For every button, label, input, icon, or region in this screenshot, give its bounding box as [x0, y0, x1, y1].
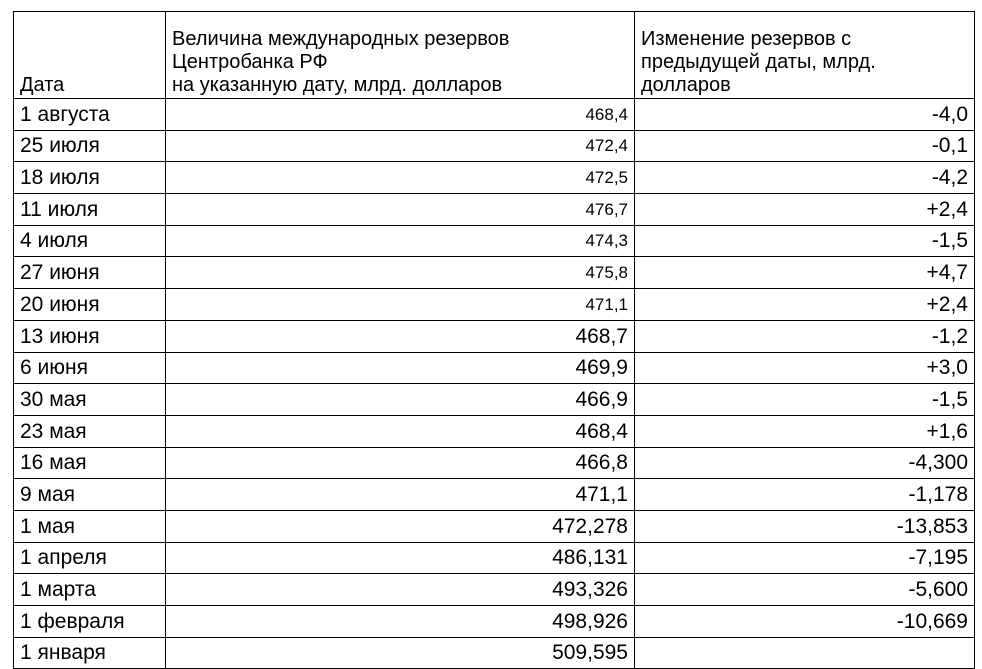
table-row: [14, 99, 975, 131]
table-row: [14, 637, 975, 669]
header-change-line: Изменение резервов с: [641, 28, 852, 50]
table-row: [14, 257, 975, 289]
date-cell: 6 июня: [14, 352, 166, 384]
reserves-cell: 472,5: [166, 162, 635, 194]
header-reserves-line: на указанную дату, млрд. долларов: [172, 74, 503, 96]
table-row: [14, 384, 975, 416]
reserves-cell: 471,1: [166, 289, 635, 321]
table-row: [14, 225, 975, 257]
table-row: [14, 289, 975, 321]
reserves-cell: 475,8: [166, 257, 635, 289]
reserves-cell: 468,7: [166, 320, 635, 352]
change-cell: -4,0: [635, 99, 975, 131]
date-cell: 16 мая: [14, 447, 166, 479]
date-cell: 18 июля: [14, 162, 166, 194]
change-cell: -4,2: [635, 162, 975, 194]
table-row: [14, 162, 975, 194]
header-date: Дата: [14, 12, 166, 99]
change-cell: -1,178: [635, 479, 975, 511]
reserves-cell: 486,131: [166, 542, 635, 574]
reserves-cell: 474,3: [166, 225, 635, 257]
change-cell: -1,2: [635, 320, 975, 352]
table-row: [14, 606, 975, 638]
table-row: [14, 479, 975, 511]
reserves-cell: 466,8: [166, 447, 635, 479]
table-row: [14, 320, 975, 352]
table-row: [14, 510, 975, 542]
change-cell: +4,7: [635, 257, 975, 289]
reserves-cell: 493,326: [166, 574, 635, 606]
table-row: [14, 415, 975, 447]
change-cell: +2,4: [635, 289, 975, 321]
change-cell: -7,195: [635, 542, 975, 574]
header-reserves: [166, 12, 635, 99]
date-cell: 30 мая: [14, 384, 166, 416]
date-cell: 1 августа: [14, 99, 166, 131]
table-row: [14, 447, 975, 479]
header-change-line: долларов: [641, 74, 731, 96]
change-cell: +1,6: [635, 415, 975, 447]
reserves-cell: 466,9: [166, 384, 635, 416]
table-row: [14, 574, 975, 606]
date-cell: 1 марта: [14, 574, 166, 606]
change-cell: -13,853: [635, 510, 975, 542]
date-cell: 1 января: [14, 637, 166, 669]
reserves-cell: 498,926: [166, 606, 635, 638]
change-cell: +2,4: [635, 194, 975, 226]
reserves-cell: 468,4: [166, 99, 635, 131]
date-cell: 1 апреля: [14, 542, 166, 574]
change-cell: -1,5: [635, 225, 975, 257]
change-cell: +3,0: [635, 352, 975, 384]
reserves-cell: 472,4: [166, 130, 635, 162]
header-change-line: предыдущей даты, млрд.: [641, 51, 876, 73]
change-cell: -0,1: [635, 130, 975, 162]
reserves-cell: 509,595: [166, 637, 635, 669]
reserves-cell: 468,4: [166, 415, 635, 447]
date-cell: 13 июня: [14, 320, 166, 352]
change-cell: -5,600: [635, 574, 975, 606]
date-cell: 1 февраля: [14, 606, 166, 638]
date-cell: 9 мая: [14, 479, 166, 511]
date-cell: 11 июля: [14, 194, 166, 226]
reserves-cell: 472,278: [166, 510, 635, 542]
date-cell: 1 мая: [14, 510, 166, 542]
change-cell: -4,300: [635, 447, 975, 479]
change-cell: -10,669: [635, 606, 975, 638]
header-change: [635, 12, 975, 99]
table-row: [14, 542, 975, 574]
reserves-cell: 469,9: [166, 352, 635, 384]
header-reserves-line: Центробанка РФ: [172, 51, 328, 73]
table-row: [14, 130, 975, 162]
date-cell: 27 июня: [14, 257, 166, 289]
reserves-cell: 471,1: [166, 479, 635, 511]
date-cell: 25 июля: [14, 130, 166, 162]
change-cell: [635, 637, 975, 669]
change-cell: -1,5: [635, 384, 975, 416]
date-cell: 23 мая: [14, 415, 166, 447]
header-row: [14, 12, 975, 99]
reserves-cell: 476,7: [166, 194, 635, 226]
table-row: [14, 352, 975, 384]
date-cell: 20 июня: [14, 289, 166, 321]
date-cell: 4 июля: [14, 225, 166, 257]
header-reserves-line: Величина международных резервов: [172, 28, 510, 50]
reserves-table: [13, 11, 975, 669]
table-row: [14, 194, 975, 226]
